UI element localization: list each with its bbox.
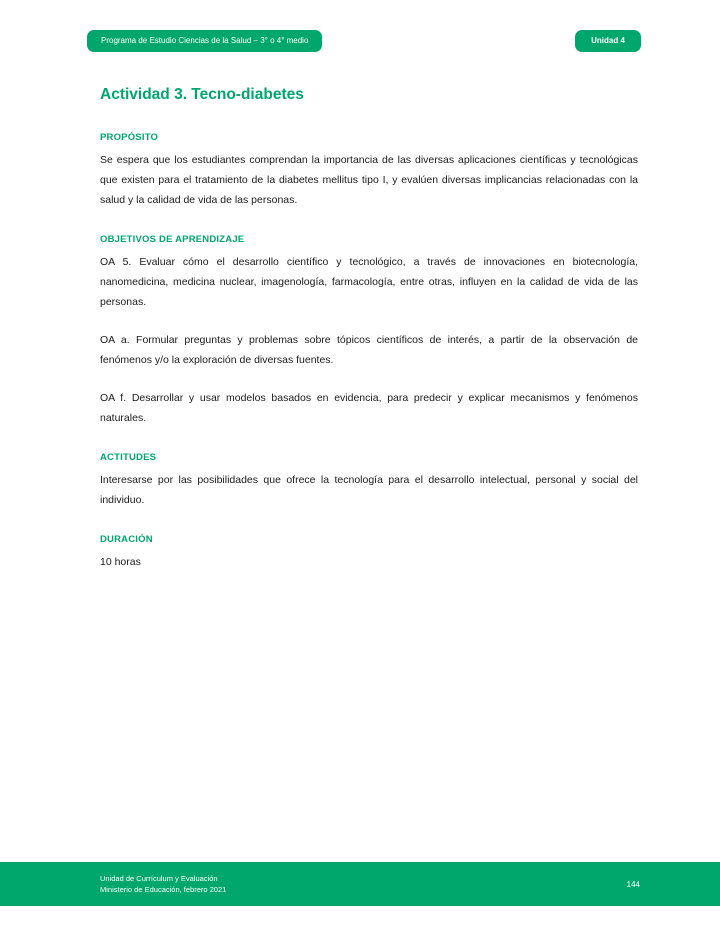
- section-heading-proposito: PROPÓSITO: [100, 132, 159, 143]
- footer-line-1: Unidad de Currículum y Evaluación: [100, 874, 218, 883]
- section-objetivos: [100, 234, 638, 428]
- footer-credits: [100, 873, 226, 895]
- body-paragraph: OA a. Formular preguntas y problemas sobre tópicos científicos de interés, a partir de la observación de fenómenos y/o la exploración de diversas fuentes.: [100, 334, 638, 366]
- body-paragraph: OA f. Desarrollar y usar modelos basados en evidencia, para predecir y explicar mecanismos y fenómenos naturales.: [100, 392, 638, 424]
- section-heading-duracion: DURACIÓN: [100, 534, 153, 545]
- unit-badge: Unidad 4: [575, 30, 641, 52]
- body-paragraph: Se espera que los estudiantes comprendan la importancia de las diversas aplicaciones científicas y tecnológicas que existen para el tratamiento de la diabetes mellitus tipo I, y evalúen diversas implicancias relacionadas con la salud y la calidad de vida de las personas.: [100, 154, 638, 206]
- footer-line-2: Ministerio de Educación, febrero 2021: [100, 885, 227, 894]
- page-content: [100, 86, 638, 596]
- footer-bar: [0, 862, 720, 906]
- body-paragraph: 10 horas: [100, 556, 141, 568]
- section-heading-objetivos: OBJETIVOS DE APRENDIZAJE: [100, 234, 245, 245]
- section-duracion: [100, 534, 638, 572]
- section-actitudes: [100, 452, 638, 510]
- page-number: 144: [626, 879, 640, 889]
- body-paragraph: OA 5. Evaluar cómo el desarrollo científico y tecnológico, a través de innovaciones en biotecnología, nanomedicina, medicina nuclear, imagenología, farmacología, entre otras, influyen en la calidad de vida de las personas.: [100, 256, 638, 308]
- section-heading-actitudes: ACTITUDES: [100, 452, 157, 463]
- section-proposito: [100, 132, 638, 210]
- activity-title: Actividad 3. Tecno-diabetes: [100, 86, 304, 103]
- body-paragraph: Interesarse por las posibilidades que ofrece la tecnología para el desarrollo intelectual, personal y social del individuo.: [100, 474, 638, 506]
- header-program-label: Programa de Estudio Ciencias de la Salud – 3° o 4° medio: [87, 30, 322, 52]
